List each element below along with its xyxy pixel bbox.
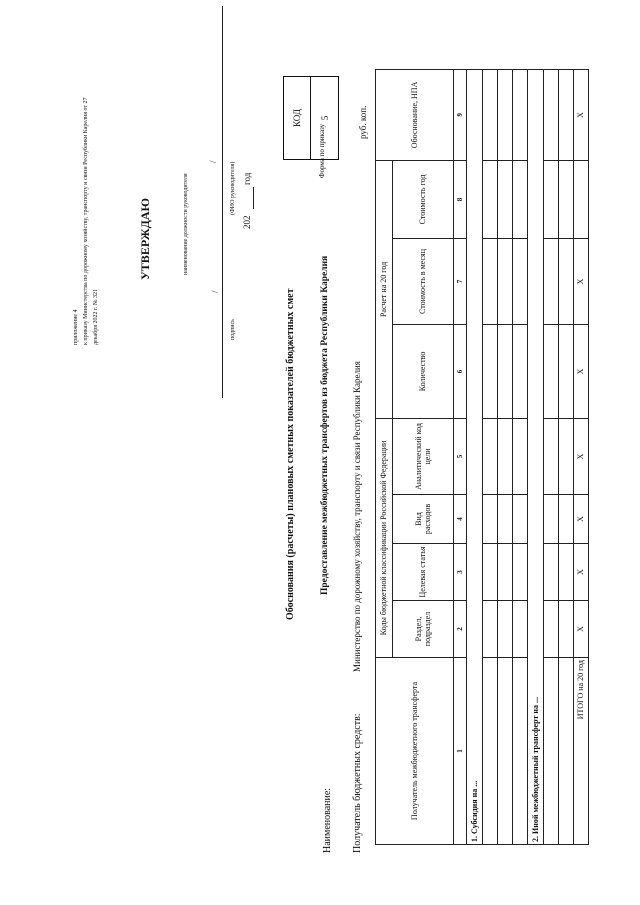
- total-x-basis: X: [574, 69, 589, 160]
- column-numbers-row: [454, 69, 467, 844]
- col-num-2: 2: [454, 601, 467, 658]
- col-analytic: Аналитический код цели: [393, 418, 454, 494]
- approve-title: УТВЕРЖДАЮ: [138, 197, 152, 280]
- name-value: Предоставление межбюджетных трансфертов из бюджета Республики Карелия: [320, 255, 330, 595]
- table-row: [498, 69, 513, 844]
- slash-1: /: [210, 290, 220, 293]
- col-num-5: 5: [454, 418, 467, 494]
- calc-group: Расчет на 20 год: [376, 160, 393, 418]
- budget-table: [375, 69, 589, 845]
- total-x-qty: X: [574, 324, 589, 418]
- form-label: Форма по приказу: [318, 123, 326, 178]
- position-line: [222, 6, 223, 398]
- col-num-9: 9: [454, 69, 467, 160]
- total-x-target: X: [574, 544, 589, 601]
- appendix-line-3: декабря 2022 г. № 321: [93, 288, 99, 345]
- total-label: ИТОГО на 20 год: [574, 658, 589, 845]
- fio-caption: (ФИО руководителя): [230, 161, 236, 215]
- kod-value: 5: [319, 115, 330, 121]
- total-row: [574, 69, 589, 844]
- kod-label: КОД: [284, 77, 311, 159]
- year-line: [253, 187, 254, 209]
- appendix-line-1: приложение 4: [73, 309, 79, 345]
- col-transfer: Получатель межбюджетного трансферта: [376, 658, 454, 845]
- units: руб. коп.: [358, 105, 368, 139]
- recipient-value: Министерство по дорожному хозяйству, транспорту и связи Республики Карелия: [352, 361, 362, 672]
- col-num-1: 1: [454, 658, 467, 845]
- col-num-3: 3: [454, 544, 467, 601]
- total-x-kind: X: [574, 495, 589, 544]
- col-num-7: 7: [454, 238, 467, 324]
- year-suffix: год: [242, 172, 252, 185]
- table-row: [559, 69, 574, 844]
- slash-2: /: [208, 160, 218, 163]
- recipient-label: Получатель бюджетных средств:: [352, 713, 363, 853]
- total-x-month: X: [574, 238, 589, 324]
- codes-group: Коды бюджетной классификации Российской Федерации: [376, 418, 393, 657]
- col-month: Стоимость в месяц: [393, 238, 454, 324]
- year-prefix: 202: [242, 215, 252, 229]
- section-2-heading: 2. Иной межбюджетный трансферт на ...: [528, 69, 544, 844]
- table-row: [513, 69, 528, 844]
- position-caption: наименование должности руководителя: [183, 173, 189, 275]
- total-x-analytic: X: [574, 418, 589, 494]
- section-1-heading: 1. Субсидия на ...: [467, 69, 483, 844]
- col-num-8: 8: [454, 160, 467, 238]
- col-year: Стоимость год: [393, 160, 454, 238]
- signature-caption: подпись: [230, 319, 236, 340]
- col-basis: Обоснование, НПА: [376, 69, 454, 160]
- col-num-6: 6: [454, 324, 467, 418]
- kod-box: [283, 76, 339, 160]
- table-row: [544, 69, 559, 844]
- col-qty: Количество: [393, 324, 454, 418]
- col-target: Целевая статья: [393, 544, 454, 601]
- col-num-4: 4: [454, 495, 467, 544]
- total-year: [574, 160, 589, 238]
- col-kind: Вид расходов: [393, 495, 454, 544]
- table-row: [483, 69, 498, 844]
- main-title: Обоснования (расчеты) плановых сметных показателей бюджетных смет: [285, 288, 296, 620]
- name-label: Наименование:: [322, 787, 333, 853]
- appendix-line-2: к приказу Министерства по дорожному хозяйству, транспорту и связи Республики Карелия от 27: [83, 97, 89, 345]
- col-section: Раздел, подраздел: [393, 601, 454, 658]
- total-x-section: X: [574, 601, 589, 658]
